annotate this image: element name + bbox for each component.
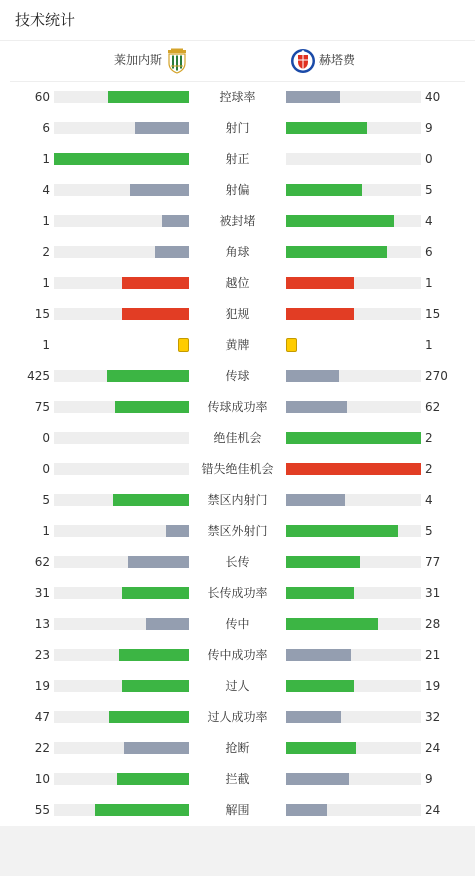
stat-row (0, 366, 475, 386)
stat-row (0, 738, 475, 758)
stat-label: 绝佳机会 (213, 431, 262, 445)
away-bar-fill (286, 494, 345, 506)
away-stat-value: 5 (425, 183, 433, 197)
away-bar-track (286, 246, 421, 258)
stat-row (0, 335, 475, 355)
stat-label: 禁区内射门 (207, 493, 268, 507)
away-bar-fill (286, 463, 421, 475)
home-bar-track (54, 432, 189, 444)
stat-label: 拦截 (225, 772, 250, 786)
away-stat-value: 2 (425, 462, 433, 476)
page-background (0, 826, 475, 876)
stat-row (0, 428, 475, 448)
stat-row (0, 645, 475, 665)
away-bar-track (286, 432, 421, 444)
home-bar-track (54, 649, 189, 661)
home-bar-fill (128, 556, 189, 568)
getafe-crest-icon[interactable] (290, 48, 316, 74)
home-bar-fill (122, 277, 190, 289)
home-bar-track (54, 308, 189, 320)
leganes-crest-icon[interactable] (164, 48, 190, 74)
away-stat-value: 4 (425, 214, 433, 228)
away-bar-fill (286, 432, 421, 444)
home-stat-value: 1 (42, 338, 50, 352)
away-stat-value: 1 (425, 338, 433, 352)
away-bar-track (286, 494, 421, 506)
stat-label: 传球 (225, 369, 250, 383)
stat-label: 过人成功率 (207, 710, 268, 724)
stat-row (0, 800, 475, 820)
home-bar-fill (117, 773, 189, 785)
away-bar-track (286, 122, 421, 134)
stat-row (0, 552, 475, 572)
away-bar-track (286, 649, 421, 661)
stat-row (0, 614, 475, 634)
teams-divider (10, 81, 465, 82)
home-bar-track (54, 556, 189, 568)
home-bar-fill (130, 184, 189, 196)
away-bar-track (286, 370, 421, 382)
home-stat-value: 62 (34, 555, 50, 569)
home-bar-track (54, 401, 189, 413)
stat-label: 犯规 (225, 307, 250, 321)
stat-row (0, 769, 475, 789)
home-bar-track (54, 153, 189, 165)
stat-label: 射偏 (225, 183, 250, 197)
away-stat-value: 4 (425, 493, 433, 507)
home-stat-value: 13 (34, 617, 50, 631)
stat-label: 射门 (225, 121, 250, 135)
home-stat-value: 1 (42, 152, 50, 166)
home-team-name[interactable]: 莱加内斯 (113, 53, 162, 67)
home-stat-value: 6 (42, 121, 50, 135)
stat-row (0, 180, 475, 200)
away-bar-fill (286, 556, 360, 568)
home-stat-value: 22 (34, 741, 50, 755)
stat-row (0, 87, 475, 107)
away-stat-value: 15 (425, 307, 441, 321)
stat-label: 禁区外射门 (207, 524, 268, 538)
away-stat-value: 31 (425, 586, 441, 600)
home-stat-value: 2 (42, 245, 50, 259)
home-stat-value: 31 (34, 586, 50, 600)
stat-label: 角球 (225, 245, 250, 259)
away-bar-fill (286, 215, 394, 227)
away-stat-value: 28 (425, 617, 441, 631)
away-stat-value: 2 (425, 431, 433, 445)
away-bar-fill (286, 742, 356, 754)
page-title: 技术统计 (15, 11, 76, 29)
away-bar-track (286, 680, 421, 692)
home-bar-fill (122, 308, 190, 320)
home-bar-fill (155, 246, 189, 258)
home-bar-fill (115, 401, 189, 413)
away-stat-value: 9 (425, 121, 433, 135)
away-bar-track (286, 587, 421, 599)
home-stat-value: 15 (34, 307, 50, 321)
stat-row (0, 211, 475, 231)
away-bar-fill (286, 711, 341, 723)
home-bar-track (54, 525, 189, 537)
stat-row (0, 707, 475, 727)
home-stat-value: 19 (34, 679, 50, 693)
away-bar-track (286, 773, 421, 785)
away-stat-value: 6 (425, 245, 433, 259)
home-bar-track (54, 122, 189, 134)
stat-row (0, 490, 475, 510)
home-stat-value: 47 (34, 710, 50, 724)
away-stat-value: 32 (425, 710, 441, 724)
away-bar-track (286, 711, 421, 723)
home-bar-fill (122, 587, 190, 599)
stat-label: 控球率 (219, 90, 256, 104)
title-divider (0, 40, 475, 41)
home-stat-value: 4 (42, 183, 50, 197)
home-bar-track (54, 215, 189, 227)
home-stat-value: 1 (42, 276, 50, 290)
away-bar-track (286, 618, 421, 630)
home-bar-track (54, 91, 189, 103)
away-bar-track (286, 153, 421, 165)
home-bar-fill (95, 804, 190, 816)
away-stat-value: 77 (425, 555, 441, 569)
home-bar-track (54, 463, 189, 475)
home-bar-track (54, 494, 189, 506)
away-bar-fill (286, 618, 378, 630)
home-bar-fill (146, 618, 189, 630)
stat-label: 过人 (225, 679, 250, 693)
home-stat-value: 0 (42, 431, 50, 445)
away-bar-track (286, 308, 421, 320)
stat-label: 传中成功率 (207, 648, 268, 662)
stat-label: 错失绝佳机会 (201, 462, 274, 476)
away-bar-track (286, 742, 421, 754)
away-bar-fill (286, 277, 354, 289)
away-bar-track (286, 463, 421, 475)
stat-row (0, 242, 475, 262)
stat-label: 解围 (225, 803, 250, 817)
home-stat-value: 1 (42, 524, 50, 538)
stat-label: 被封堵 (219, 214, 256, 228)
home-bar-fill (113, 494, 189, 506)
away-stat-value: 62 (425, 400, 441, 414)
away-bar-fill (286, 525, 398, 537)
away-stat-value: 1 (425, 276, 433, 290)
home-bar-fill (166, 525, 189, 537)
away-bar-fill (286, 680, 354, 692)
stat-row (0, 583, 475, 603)
away-bar-track (286, 184, 421, 196)
stat-label: 抢断 (225, 741, 250, 755)
home-stat-value: 1 (42, 214, 50, 228)
yellow-card-icon (178, 338, 189, 352)
stat-label: 黄牌 (225, 338, 250, 352)
away-stat-value: 270 (425, 369, 448, 383)
stat-row (0, 397, 475, 417)
home-bar-track (54, 277, 189, 289)
away-bar-track (286, 525, 421, 537)
stat-row (0, 676, 475, 696)
away-bar-track (286, 215, 421, 227)
away-bar-fill (286, 122, 367, 134)
away-stat-value: 21 (425, 648, 441, 662)
home-bar-track (54, 184, 189, 196)
away-stat-value: 5 (425, 524, 433, 538)
home-bar-fill (162, 215, 189, 227)
stat-row (0, 149, 475, 169)
home-bar-track (54, 587, 189, 599)
away-bar-fill (286, 587, 354, 599)
home-stat-value: 60 (34, 90, 50, 104)
away-stat-value: 40 (425, 90, 441, 104)
away-bar-fill (286, 308, 354, 320)
stat-label: 射正 (225, 152, 250, 166)
away-bar-fill (286, 773, 349, 785)
yellow-card-icon (286, 338, 297, 352)
stat-label: 传中 (225, 617, 250, 631)
home-bar-track (54, 773, 189, 785)
away-stat-value: 9 (425, 772, 433, 786)
stat-label: 传球成功率 (207, 400, 268, 414)
home-bar-track (54, 711, 189, 723)
away-bar-fill (286, 401, 347, 413)
away-bar-track (286, 401, 421, 413)
stat-row (0, 118, 475, 138)
stat-label: 长传成功率 (207, 586, 268, 600)
home-bar-track (54, 742, 189, 754)
away-bar-fill (286, 91, 340, 103)
away-bar-track (286, 91, 421, 103)
home-stat-value: 23 (34, 648, 50, 662)
away-stat-value: 24 (425, 803, 441, 817)
home-bar-fill (107, 370, 189, 382)
away-bar-fill (286, 184, 362, 196)
stat-row (0, 459, 475, 479)
away-bar-track (286, 556, 421, 568)
away-bar-track (286, 277, 421, 289)
home-bar-fill (122, 680, 190, 692)
stat-label: 长传 (225, 555, 250, 569)
away-team-name[interactable]: 赫塔费 (319, 53, 356, 67)
away-bar-fill (286, 246, 387, 258)
stat-row (0, 304, 475, 324)
home-stat-value: 0 (42, 462, 50, 476)
home-bar-track (54, 246, 189, 258)
home-bar-fill (124, 742, 189, 754)
home-stat-value: 5 (42, 493, 50, 507)
away-bar-track (286, 804, 421, 816)
stat-label: 越位 (225, 276, 250, 290)
away-stat-value: 24 (425, 741, 441, 755)
away-bar-fill (286, 370, 339, 382)
home-bar-fill (109, 711, 189, 723)
home-bar-track (54, 618, 189, 630)
home-bar-fill (54, 153, 189, 165)
home-stat-value: 10 (34, 772, 50, 786)
home-bar-fill (135, 122, 189, 134)
away-bar-fill (286, 804, 327, 816)
home-bar-track (54, 804, 189, 816)
home-bar-track (54, 370, 189, 382)
home-stat-value: 55 (34, 803, 50, 817)
home-stat-value: 75 (34, 400, 50, 414)
away-stat-value: 19 (425, 679, 441, 693)
away-bar-fill (286, 649, 351, 661)
home-bar-fill (108, 91, 189, 103)
away-stat-value: 0 (425, 152, 433, 166)
home-stat-value: 425 (27, 369, 50, 383)
stat-row (0, 273, 475, 293)
stat-row (0, 521, 475, 541)
home-bar-track (54, 680, 189, 692)
home-bar-fill (119, 649, 189, 661)
